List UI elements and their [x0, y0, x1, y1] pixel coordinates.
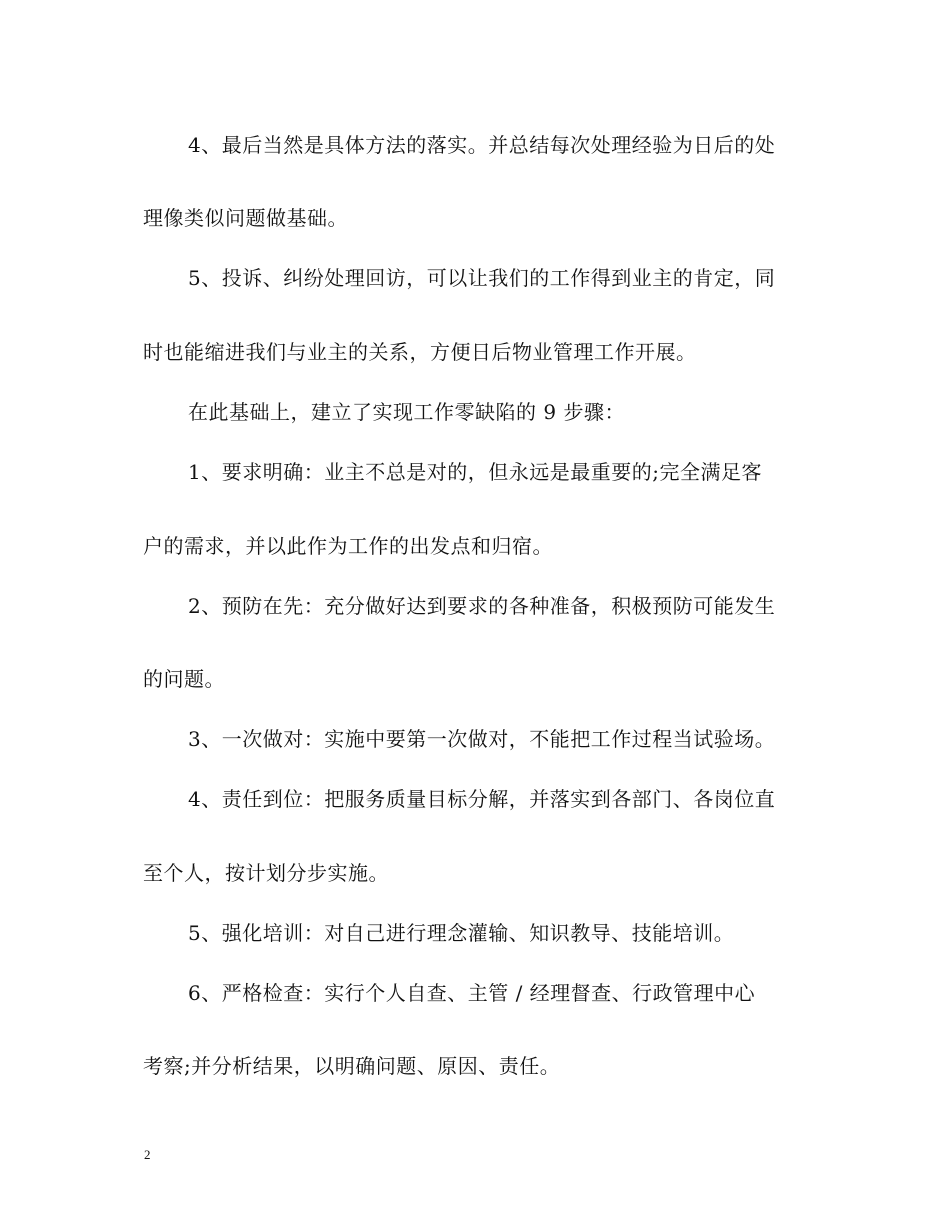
paragraph-line: 理像类似问题做基础。 — [143, 206, 348, 230]
paragraph-line: 的问题。 — [143, 667, 225, 691]
paragraph-line: 时也能缩进我们与业主的关系，方便日后物业管理工作开展。 — [143, 340, 697, 364]
paragraph-line: 5、强化培训：对自己进行理念灌输、知识教导、技能培训。 — [188, 921, 735, 945]
paragraph-line: 3、一次做对：实施中要第一次做对，不能把工作过程当试验场。 — [188, 727, 776, 751]
paragraph-line: 4、最后当然是具体方法的落实。并总结每次处理经验为日后的处 — [188, 133, 776, 157]
paragraph-line: 2、预防在先：充分做好达到要求的各种准备，积极预防可能发生 — [188, 594, 776, 618]
paragraph-line: 户的需求，并以此作为工作的出发点和归宿。 — [143, 534, 553, 558]
paragraph-line: 在此基础上，建立了实现工作零缺陷的 9 步骤： — [188, 400, 625, 424]
paragraph-line: 1、要求明确：业主不总是对的，但永远是最重要的;完全满足客 — [188, 460, 762, 484]
paragraph-line: 6、严格检查：实行个人自查、主管 / 经理督查、行政管理中心 — [188, 981, 756, 1005]
paragraph-line: 5、投诉、纠纷处理回访，可以让我们的工作得到业主的肯定，同 — [188, 266, 776, 290]
page-number: 2 — [144, 1147, 151, 1162]
paragraph-line: 至个人，按计划分步实施。 — [143, 861, 389, 885]
paragraph-line: 4、责任到位：把服务质量目标分解，并落实到各部门、各岗位直 — [188, 787, 776, 811]
paragraph-line: 考察;并分析结果，以明确问题、原因、责任。 — [143, 1054, 561, 1078]
